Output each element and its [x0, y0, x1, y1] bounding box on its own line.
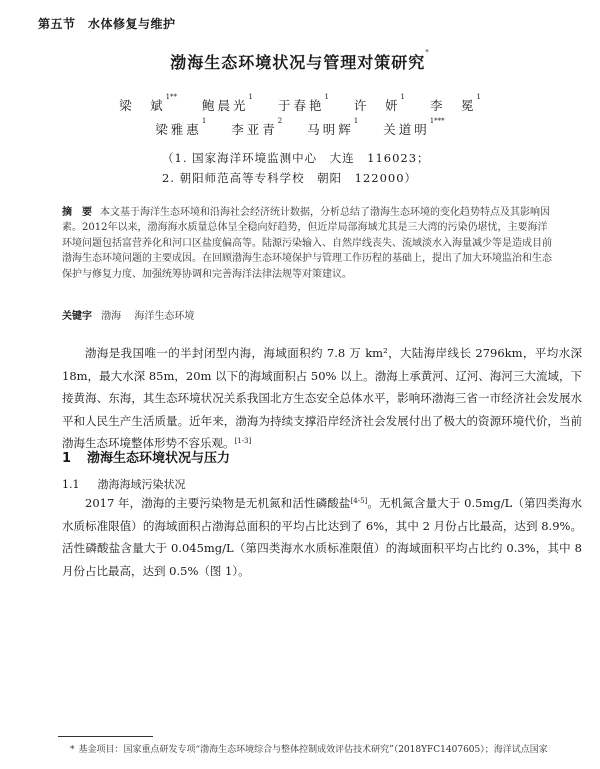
- author: 马明辉$^1$: [307, 117, 359, 137]
- title-text: 渤海生态环境状况与管理对策研究: [170, 53, 426, 72]
- author: 鲍晨光$^1$: [202, 93, 254, 113]
- abstract-label: 摘 要: [62, 207, 92, 218]
- section-title: 渤海生态环境状况与压力: [87, 451, 231, 466]
- citation: [1-3]: [234, 437, 252, 445]
- footnote-divider: [58, 736, 153, 737]
- body-paragraph-2: [62, 492, 582, 582]
- title-footnote-marker: *: [425, 48, 430, 56]
- body-paragraph-1: [62, 342, 582, 455]
- section-heading: [62, 447, 230, 466]
- keywords-label: 关键字: [62, 311, 92, 322]
- keyword: 渤海: [101, 311, 122, 322]
- paper-title: [0, 50, 600, 73]
- author: 梁雅惠$^1$: [155, 117, 207, 137]
- paragraph-text: 2017 年，渤海的主要污染物是无机氮和活性磷酸盐: [85, 496, 351, 510]
- author: 李亚青$^2$: [231, 117, 283, 137]
- author-line-2: [0, 117, 600, 138]
- abstract: [62, 205, 552, 282]
- affiliation-2: 2. 朝阳师范高等专科学校 朝阳 122000）: [162, 171, 418, 185]
- footnote-mark: *: [70, 745, 75, 755]
- footnote-text: 基金项目：国家重点研发专项“渤海生态环境综合与整体控制成效评估技术研究”（2018YFC1407605）；海洋试点国家: [78, 745, 548, 755]
- subsection-heading: [62, 476, 186, 492]
- author: 于春艳$^1$: [278, 93, 329, 113]
- author-line-1: [0, 93, 600, 114]
- section-number: 1: [62, 451, 72, 466]
- subsection-title: 渤海海域污染状况: [97, 478, 186, 491]
- keywords: [62, 307, 204, 322]
- citation: [4-5]: [350, 497, 368, 505]
- abstract-text: 本文基于海洋生态环境和沿海社会经济统计数据，分析总结了渤海生态环境的变化趋势特点及其影响因素。2012年以来，渤海海水质量总体呈全稳向好趋势，但近岸局部海域尤其是三大湾的污染仍堪忧，主要海洋环境问题包括富营养化和河口区盐度偏高等。陆源污染输入、自然岸线丧失、流域淡水入海量减少等是造成目前渤海生态环境问题的主要成因。在回顾渤海生态环境保护与管理工作历程的基础上，提出了加大环境监治和生态保护与修复力度、加强统筹协调和完善海洋法律法规等对策建议。: [62, 207, 552, 280]
- subsection-number: 1.1: [62, 478, 80, 491]
- author: 许 妍$^1$: [353, 93, 405, 113]
- author: 梁 斌$^{1**}$: [119, 93, 178, 113]
- affiliation-1: （1. 国家海洋环境监测中心 大连 116023；: [162, 151, 430, 165]
- keyword: 海洋生态环境: [134, 311, 195, 322]
- paragraph-text: 。无机氮含量大于 0.5mg/L（第四类海水水质标准限值）的海域面积占渤海总面积的平均占比达到了 6%，其中 2 月份占比最高，达到 8.9%。活性磷酸盐含量大于 0.045mg/L（第四类海水水质标准限值）的海域面积平均占比约 0.3%，其中 8 月份占比最高，达到 0.5%（图 1）。: [62, 496, 582, 578]
- running-head: 第五节 水体修复与维护: [38, 17, 176, 31]
- footnote: [70, 742, 548, 755]
- paragraph-text: 渤海是我国唯一的半封闭型内海，海域面积约 7.8 万 km²，大陆海岸线长 2796km，平均水深 18m，最大水深 85m，20m 以下的海域面积占 50% 以上。渤海上承黄河、辽河、海河三大流域，下接黄海、东海，其生态环境状况关系我国北方生态安全总体水平，影响环渤海三省一市经济社会发展水平和人民生产生活质量。近年来，渤海为持续支撑沿岸经济社会发展付出了极大的资源环境代价，当前渤海生态环境整体形势不容乐观。: [62, 346, 582, 450]
- author: 关道明$^{1***}$: [383, 117, 445, 137]
- author: 李 冕$^1$: [429, 93, 481, 113]
